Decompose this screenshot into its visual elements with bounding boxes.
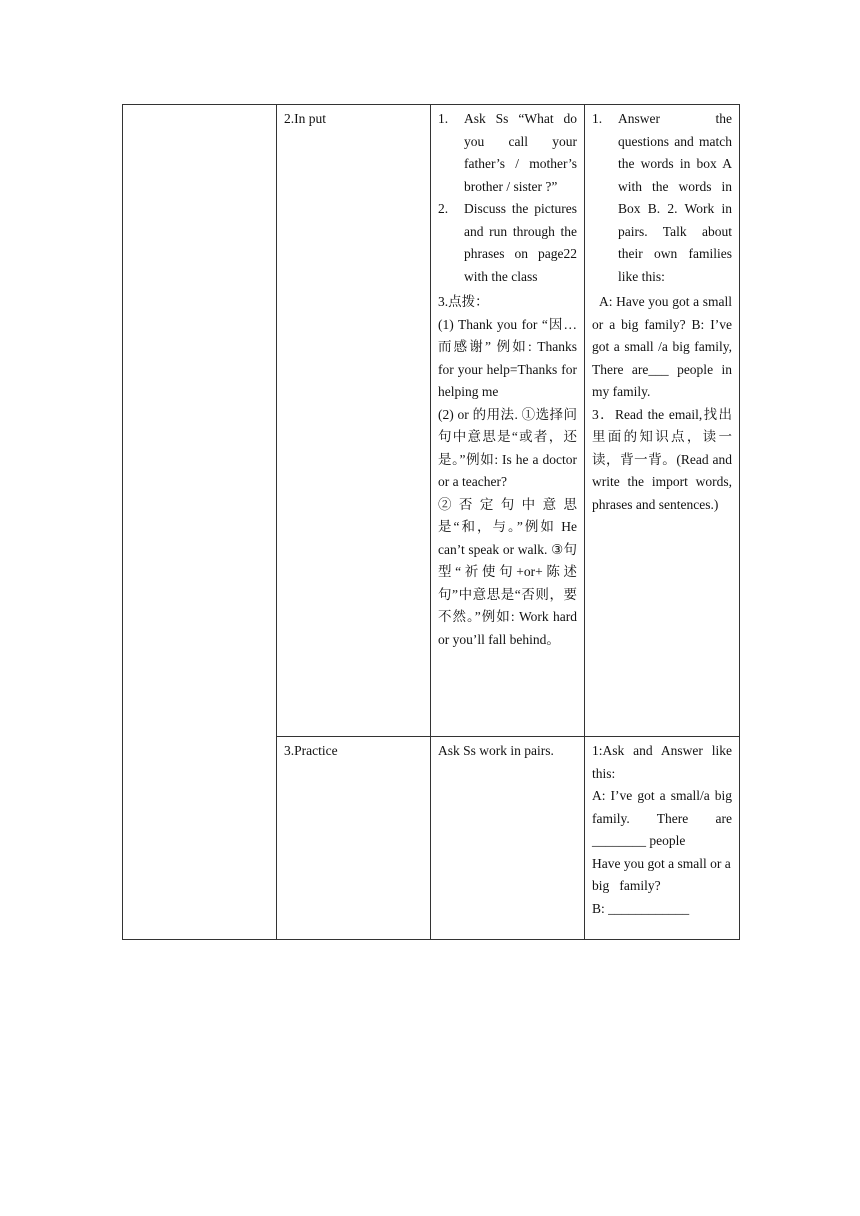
student-steps-list	[592, 108, 732, 288]
list-item: 1. Answer the questions and match the words in box A with the words in Box B. 2. Work in pairs. Talk about their own families like this:	[592, 111, 732, 284]
teacher-paragraph: (1) Thank you for “因…而感谢” 例如: Thanks for your help=Thanks for helping me	[438, 316, 577, 399]
list-item: 1. Ask Ss “What do you call your father’s / mother’s brother / sister ?”	[438, 111, 577, 194]
teacher-activity-cell	[431, 737, 585, 940]
stage-label: 2.In put	[284, 111, 326, 126]
teacher-paragraph: ②否定句中意思是“和，与。”例如 He can’t speak or walk. ③句型“祈使句+or+陈述句”中意思是“否则，要不然。”例如: Work hard or you’ll fall behind。	[438, 496, 577, 647]
table-row-input	[123, 105, 740, 737]
student-activity-cell	[585, 105, 740, 737]
student-line: A: I’ve got a small/a big family. There are ________ people	[592, 788, 732, 848]
teacher-steps-list	[438, 108, 577, 288]
list-item: 2. Discuss the pictures and run through the phrases on page22 with the class	[438, 201, 577, 284]
student-line: 1:Ask and Answer like this:	[592, 743, 732, 781]
empty-cell	[123, 105, 277, 940]
student-line: B: ____________	[592, 900, 690, 916]
student-line: Have you got a small or a big family?	[592, 855, 735, 893]
stage-cell	[277, 105, 431, 737]
student-paragraph: A: Have you got a small or a big family? B: I’ve got a small /a big family, There are___ people in my family.	[592, 294, 732, 399]
teacher-text: Ask Ss work in pairs.	[438, 743, 554, 758]
lesson-plan-table	[122, 104, 740, 940]
student-activity-cell	[585, 737, 740, 940]
student-paragraph: 3．Read the email,找出里面的知识点，读一读，背一背。(Read and write the import words, phrases and sentences.)	[592, 406, 732, 512]
teacher-paragraph: 3.点拨：	[438, 294, 489, 309]
stage-cell	[277, 737, 431, 940]
teacher-activity-cell	[431, 105, 585, 737]
teacher-paragraph: (2) or 的用法. ①选择问句中意思是“或者，还是。”例如: Is he a doctor or a teacher?	[438, 406, 577, 489]
stage-label: 3.Practice	[284, 743, 338, 758]
